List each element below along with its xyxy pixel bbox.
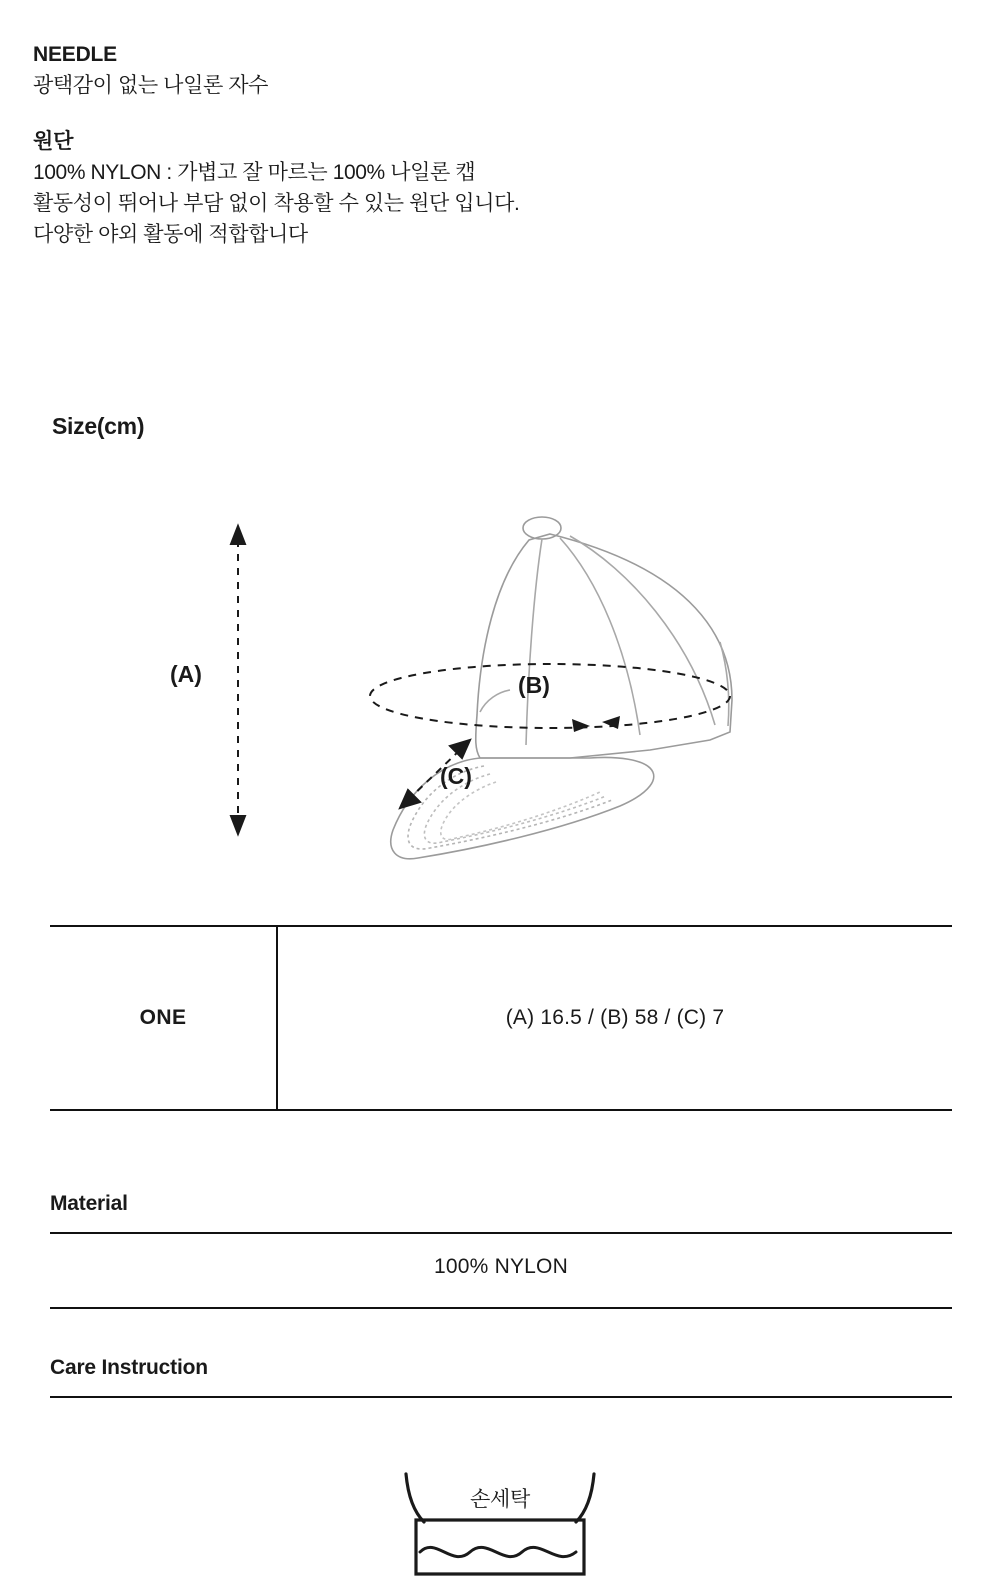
size-table (50, 925, 952, 1111)
cap-measurement-diagram (150, 500, 790, 880)
fabric-line-1: 100% NYLON : 가볍고 잘 마르는 100% 나일론 캡 (33, 160, 476, 184)
needle-text: 광택감이 없는 나일론 자수 (33, 73, 269, 97)
measure-c-label: (C) (440, 763, 472, 789)
measure-b-label: (B) (518, 672, 550, 698)
needle-heading: NEEDLE (33, 43, 117, 66)
fabric-line-3: 다양한 야외 활동에 적합합니다 (33, 222, 308, 246)
size-table-measurements: (A) 16.5 / (B) 58 / (C) 7 (505, 1006, 725, 1029)
measure-a-label: (A) (170, 661, 202, 687)
hand-wash-label: 손세탁 (470, 1488, 530, 1511)
material-section-title: Material (50, 1192, 128, 1215)
material-bottom-rule (50, 1307, 952, 1309)
size-section-label: Size(cm) (52, 413, 145, 439)
material-top-rule (50, 1232, 952, 1234)
description-spacer (33, 101, 933, 127)
fabric-heading: 원단 (33, 129, 74, 153)
care-top-rule (50, 1396, 952, 1398)
size-table-row-header: ONE (50, 927, 278, 1109)
product-description (33, 40, 933, 250)
care-section-title: Care Instruction (50, 1356, 208, 1379)
fabric-line-2: 활동성이 뛰어나 부담 없이 착용할 수 있는 원단 입니다. (33, 191, 520, 215)
material-value: 100% NYLON (434, 1255, 568, 1278)
